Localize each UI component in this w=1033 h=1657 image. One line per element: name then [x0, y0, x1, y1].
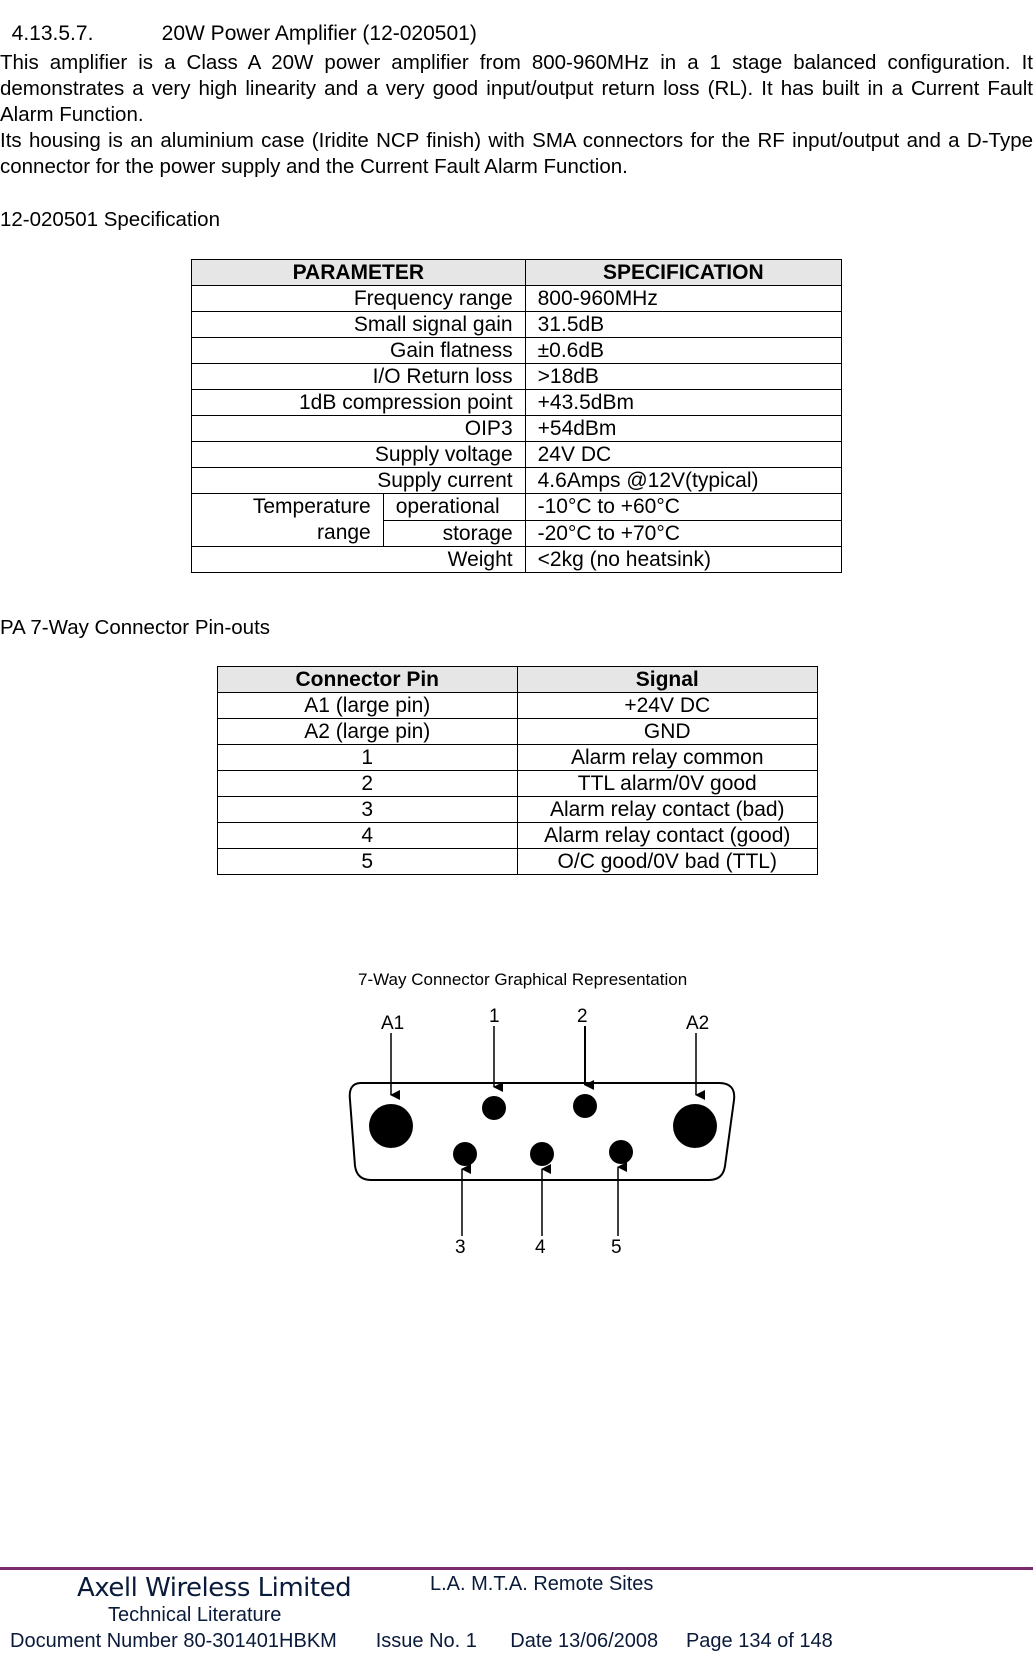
operational-value: -10°C to +60°C	[525, 494, 841, 521]
param-name: Supply current	[192, 468, 526, 494]
param-value: >18dB	[525, 364, 841, 390]
storage-label: storage	[383, 520, 525, 547]
operational-label: operational	[383, 494, 525, 521]
pin-3-dot	[453, 1142, 477, 1166]
pin-1-dot	[482, 1096, 506, 1120]
storage-value: -20°C to +70°C	[525, 520, 841, 547]
pin-cell: A1 (large pin)	[218, 693, 518, 719]
label-a2: A2	[686, 1013, 710, 1034]
pin-2-dot	[573, 1094, 597, 1118]
label-4: 4	[535, 1237, 546, 1258]
pin-cell: 4	[218, 823, 518, 849]
param-value: ±0.6dB	[525, 338, 841, 364]
footer-rule	[0, 1567, 1033, 1570]
param-value: +54dBm	[525, 416, 841, 442]
pin-4-dot	[530, 1142, 554, 1166]
spec-header-parameter: PARAMETER	[192, 260, 526, 286]
label-5: 5	[611, 1237, 622, 1258]
label-2: 2	[577, 1006, 588, 1027]
footer-site: L.A. M.T.A. Remote Sites	[430, 1573, 654, 1595]
signal-cell: O/C good/0V bad (TTL)	[517, 849, 817, 875]
temperature-label-line2: range	[317, 521, 371, 544]
signal-cell: Alarm relay common	[517, 745, 817, 771]
param-name: Gain flatness	[192, 338, 526, 364]
param-value: 31.5dB	[525, 312, 841, 338]
pin-cell: 3	[218, 797, 518, 823]
pin-5-dot	[609, 1140, 633, 1164]
footer-issue: Issue No. 1	[375, 1630, 477, 1652]
pin-a1-dot	[369, 1104, 413, 1148]
spec-header-specification: SPECIFICATION	[525, 260, 841, 286]
spec-heading: 12-020501 Specification	[0, 208, 220, 231]
signal-cell: +24V DC	[517, 693, 817, 719]
param-name: 1dB compression point	[192, 390, 526, 416]
param-name: OIP3	[192, 416, 526, 442]
pin-cell: 2	[218, 771, 518, 797]
param-name: Weight	[192, 547, 526, 573]
signal-cell: TTL alarm/0V good	[517, 771, 817, 797]
signal-cell: Alarm relay contact (bad)	[517, 797, 817, 823]
param-name: Supply voltage	[192, 442, 526, 468]
param-value: 800-960MHz	[525, 286, 841, 312]
param-name: Small signal gain	[192, 312, 526, 338]
pin-a2-dot	[673, 1104, 717, 1148]
signal-cell: GND	[517, 719, 817, 745]
footer-doc-number: Document Number 80-301401HBKM	[10, 1630, 337, 1652]
pin-header-signal: Signal	[517, 667, 817, 693]
diagram-title: 7-Way Connector Graphical Representation	[358, 970, 688, 989]
param-value: +43.5dBm	[525, 390, 841, 416]
intro-paragraph-1: This amplifier is a Class A 20W power amplifier from 800-960MHz in a 1 stage balanced configuration. It demonstrates a very high linearity and a very good input/output return loss (RL). It has built in a Current Fault Alarm Function.	[0, 51, 1033, 126]
footer-literature: Technical Literature	[108, 1604, 282, 1626]
label-3: 3	[455, 1237, 466, 1258]
param-value: <2kg (no heatsink)	[525, 547, 841, 573]
footer-company: Axell Wireless Limited	[77, 1573, 352, 1603]
param-name: I/O Return loss	[192, 364, 526, 390]
pin-cell: 5	[218, 849, 518, 875]
footer-date: Date 13/06/2008	[510, 1630, 659, 1652]
pin-header-connector: Connector Pin	[218, 667, 518, 693]
label-1: 1	[489, 1006, 500, 1027]
pin-heading: PA 7-Way Connector Pin-outs	[0, 616, 271, 639]
param-value: 4.6Amps @12V(typical)	[525, 468, 841, 494]
section-title: 20W Power Amplifier (12-020501)	[161, 22, 477, 45]
footer-doc-line	[10, 1630, 833, 1653]
pin-cell: A2 (large pin)	[218, 719, 518, 745]
param-value: 24V DC	[525, 442, 841, 468]
temperature-label-line1: Temperature	[252, 495, 371, 518]
signal-cell: Alarm relay contact (good)	[517, 823, 817, 849]
label-a1: A1	[381, 1013, 405, 1034]
param-name: Frequency range	[192, 286, 526, 312]
intro-paragraph-2: Its housing is an aluminium case (Iridite NCP finish) with SMA connectors for the RF input/output and a D-Type connector for the power supply and the Current Fault Alarm Function.	[0, 129, 1033, 178]
section-number: 4.13.5.7.	[11, 22, 94, 45]
pin-cell: 1	[218, 745, 518, 771]
footer-page: Page 134 of 148	[685, 1630, 833, 1652]
